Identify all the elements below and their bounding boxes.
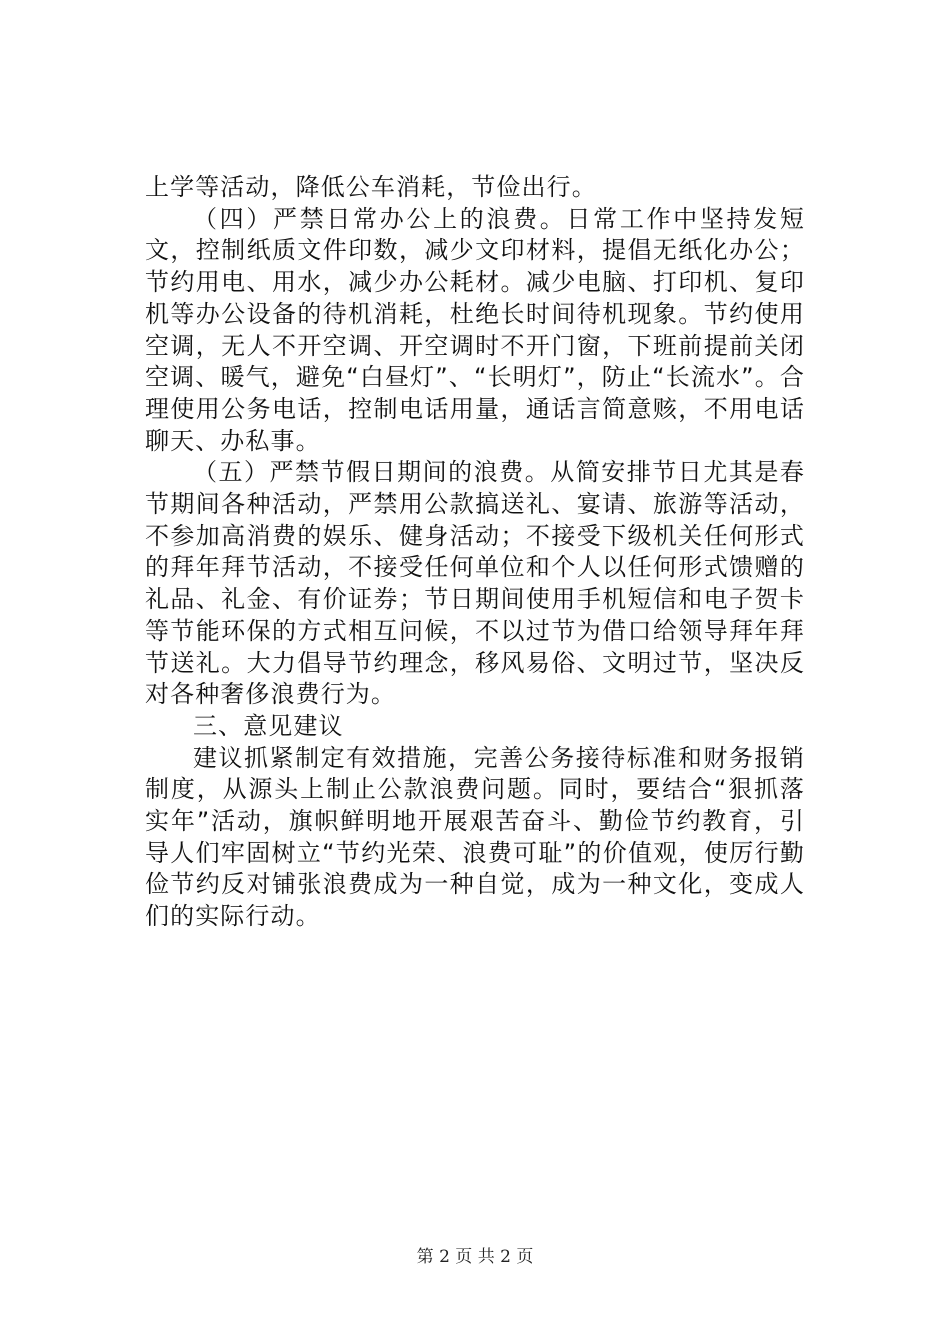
paragraph-holiday-waste: （五）严禁节假日期间的浪费。从简安排节日尤其是春节期间各种活动，严禁用公款搞送礼、宴请、旅游等活动，不参加高消费的娱乐、健身活动；不接受下级机关任何形式的拜年拜节活动，不接受任何单位和个人以任何形式馈赠的礼品、礼金、有价证券；节日期间使用手机短信和电子贺卡等节能环保的方式相互问候，不以过节为借口给领导拜年拜节送礼。大力倡导节约理念，移风易俗、文明过节，坚决反对各种奢侈浪费行为。 (145, 458, 805, 709)
paragraph-suggestions: 建议抓紧制定有效措施，完善公务接待标准和财务报销制度，从源头上制止公款浪费问题。同时，要结合“狠抓落实年”活动，旗帜鲜明地开展艰苦奋斗、勤俭节约教育，引导人们牢固树立“节约光荣、浪费可耻”的价值观，使厉行勤俭节约反对铺张浪费成为一种自觉，成为一种文化，变成人们的实际行动。 (145, 743, 805, 931)
section-heading-suggestions: 三、意见建议 (193, 711, 344, 740)
document-body (145, 172, 805, 933)
page-number-footer: 第 2 页 共 2 页 (416, 1247, 534, 1267)
paragraph-continuation: 上学等活动，降低公车消耗，节俭出行。 (145, 173, 597, 201)
paragraph-office-waste: （四）严禁日常办公上的浪费。日常工作中坚持发短文，控制纸质文件印数，减少文印材料，提倡无纸化办公；节约用电、用水，减少办公耗材。减少电脑、打印机、复印机等办公设备的待机消耗，杜绝长时间待机现象。节约使用空调，无人不开空调、开空调时不开门窗，下班前提前关闭空调、暖气，避免“白昼灯”、“长明灯”，防止“长流水”。合理使用公务电话，控制电话用量，通话言简意赅，不用电话聊天、办私事。 (145, 204, 805, 455)
